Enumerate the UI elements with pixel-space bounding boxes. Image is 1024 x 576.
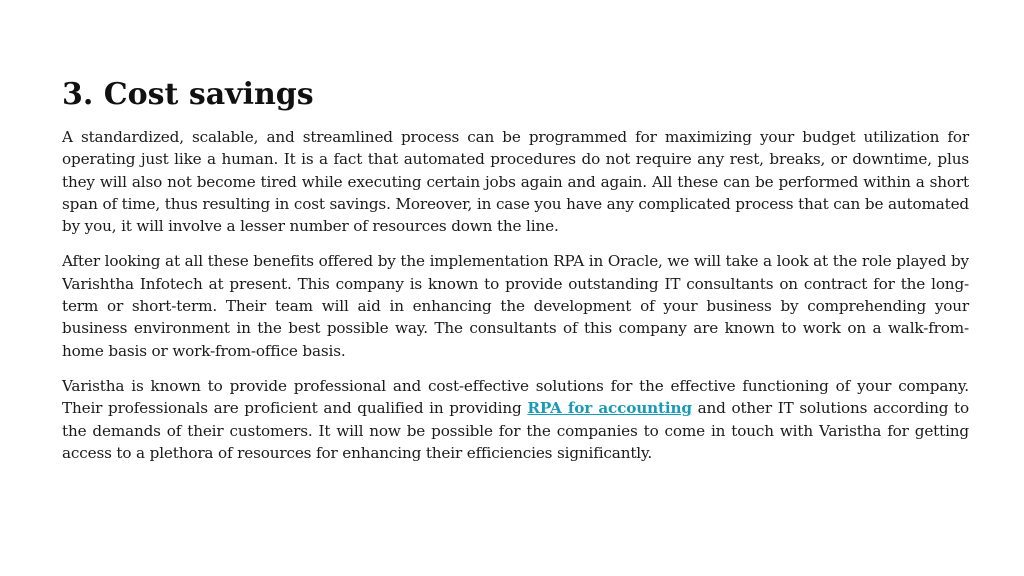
slide-content (62, 74, 969, 477)
paragraph-varistha-solutions (62, 375, 969, 464)
paragraph-text-after-link: and other IT solutions according to the demands of their customers. It will now be possible for the companies to come in touch with Varistha for getting access to a plethora of resources for enhancing their efficiencies significantly. (62, 399, 969, 462)
paragraph-text-before-link: Varistha is known to provide professional and cost-effective solutions for the effective functioning of your company. Their professionals are proficient and qualified in providing (62, 376, 969, 418)
rpa-for-accounting-link[interactable]: RPA for accounting (527, 399, 692, 418)
section-heading: 3. Cost savings (62, 77, 314, 112)
paragraph-cost-savings: A standardized, scalable, and streamlined process can be programmed for maximizing your budget utilization for operating just like a human. It is a fact that automated procedures do not require any rest, breaks, or downtime, plus they will also not become tired while executing certain jobs again and again. All these can be performed within a short span of time, thus resulting in cost savings. Moreover, in case you have any complicated process that can be automated by you, it will involve a lesser number of resources down the line. (62, 128, 969, 236)
paragraph-varishtha-role: After looking at all these benefits offered by the implementation RPA in Oracle, we will take a look at the role played by Varishtha Infotech at present. This company is known to provide outstanding IT consultants on contract for the long-term or short-term. Their team will aid in enhancing the development of your business by comprehending your business environment in the best possible way. The consultants of this company are known to work on a walk-from-home basis or work-from-office basis. (62, 252, 969, 360)
